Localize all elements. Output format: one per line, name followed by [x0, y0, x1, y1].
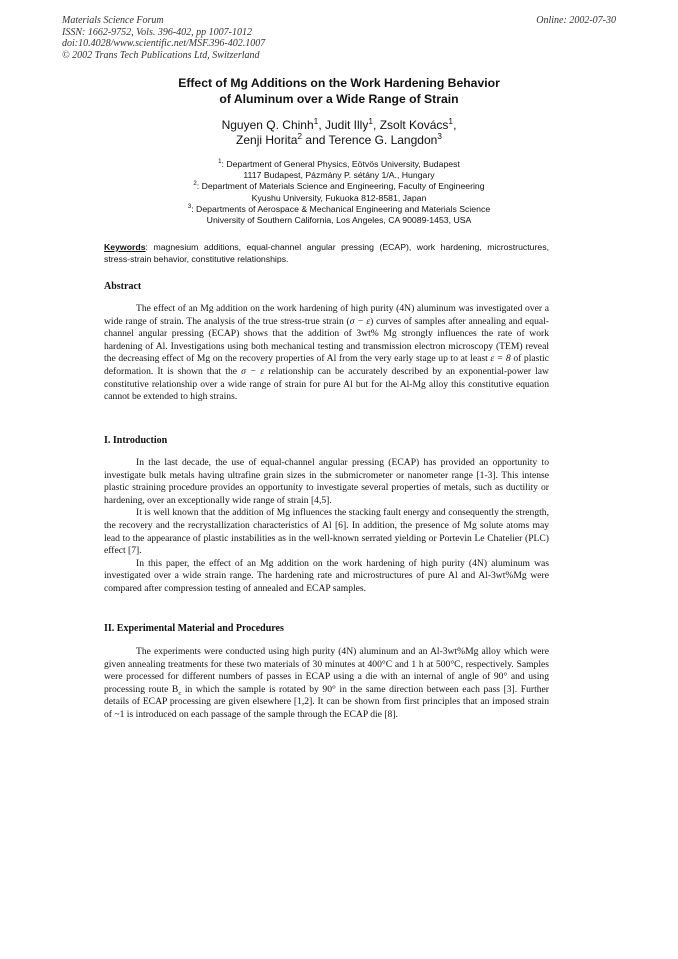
paragraph: It is well known that the addition of Mg influences the stacking fault energy and consequently the strength, the recovery and the recrystallization characteristics of Al [6]. In addition, the presence of Mg solute atoms may lead to the appearance of plastic instabilities as in the well-known serrated yielding or Portevin Le Chatelier (PLC) effect [7].	[104, 507, 549, 557]
math-expression: σ − ε	[349, 315, 371, 327]
math-expression: σ − ε	[241, 365, 265, 377]
paragraph: In the last decade, the use of equal-channel angular pressing (ECAP) has provided an opportunity to investigate bulk metals having ultrafine grain sizes in the submicrometer or nanometer range [1-3]. This intense plastic straining procedure provides an opportunity to investigate several properties of metals, such as ductility or hardening, over an exceptionally wide range of strain [4,5].	[104, 457, 549, 506]
affiliation-3-address: University of Southern California, Los Angeles, CA 90089-1453, USA	[206, 215, 472, 226]
author-name: Judit Illy	[324, 118, 369, 132]
affiliation-1-address: 1117 Budapest, Pázmány P. sétány 1/A., Hungary	[243, 170, 435, 181]
route-subscript: c	[178, 689, 182, 697]
affiliation-number: 1	[218, 158, 222, 166]
author-list	[104, 118, 574, 148]
author-affil-mark: 1	[313, 116, 319, 126]
paper-title	[104, 76, 574, 107]
title-line-2: of Aluminum over a Wide Range of Strain	[219, 91, 459, 106]
title-line-1: Effect of Mg Additions on the Work Hardening Behavior	[178, 76, 500, 90]
introduction-body	[104, 457, 549, 596]
author-affil-mark: 1	[448, 116, 454, 126]
keywords-label: Keywords	[104, 242, 146, 252]
math-expression: ε = 8	[490, 353, 511, 365]
author-affil-mark: 1	[368, 116, 374, 126]
affiliation-3: $^3$: Departments of Aerospace & Mechanical Engineering and Materials Science	[187, 202, 491, 214]
affiliations	[104, 159, 574, 226]
publication-header	[62, 15, 265, 61]
issn-line: ISSN: 1662-9752, Vols. 396-402, pp 1007-1012	[62, 26, 252, 38]
copyright-line: © 2002 Trans Tech Publications Ltd, Switzerland	[62, 49, 260, 61]
affiliation-number: 2	[193, 180, 197, 188]
keywords-text: magnesium additions, equal-channel angular pressing (ECAP), work hardening, microstructures, stress-strain behavior, constitutive relationships.	[104, 242, 549, 264]
affiliation-number: 3	[187, 202, 192, 210]
author-affil-mark: 3	[437, 131, 442, 141]
journal-name: Materials Science Forum	[62, 15, 164, 26]
author-name: Terence G. Langdon	[328, 133, 438, 147]
affiliation-2: $^2$: Department of Materials Science and Engineering, Faculty of Engineering	[193, 180, 485, 192]
abstract-body: The effect of an Mg addition on the work hardening of high purity (4N) aluminum was investigated over a wide range of strain. The analysis of the true stress-true strain (σ − ε) curves of samples after annealing and equal-channel angular pressing (ECAP) shows that the addition of 3wt% Mg strongly influences the rate of work hardening of Al. Investigations using both mechanical testing and transmission electron microscopy (TEM) reveal the decreasing effect of Mg on the recovery properties of Al from the very early stage up to at least ε = 8 of plastic deformation. It is shown that the σ − ε relationship can be accurately described by an exponential-power law constitutive relationship over a wide range of strain for pure Al but for the Al-Mg alloy this constitutive equation cannot be extended to high strains.	[104, 303, 549, 403]
keywords: Keywords: magnesium additions, equal-channel angular pressing (ECAP), work hardening, microstructures, stress-strain behavior, constitutive relationships.	[104, 242, 549, 264]
doi-line[interactable]: doi:10.4028/www.scientific.net/MSF.396-402.1007	[62, 38, 266, 49]
abstract-heading: Abstract	[104, 281, 142, 292]
experimental-body: The experiments were conducted using high purity (4N) aluminum and an Al-3wt%Mg alloy which were given annealing treatments for these two materials of 30 minutes at 400°C and 1 h at 500°C, respectively. Samples were processed for different numbers of passes in ECAP using a die with an internal of angle of 90° and using processing route $B_c$ in which the sample is rotated by 90° in the same direction between each pass [3]. Further details of ECAP processing are given elsewhere [1,2]. It can be shown from first principles that an imposed strain of ~1 is introduced on each passage of the sample through the ECAP die [8].	[104, 646, 549, 720]
author-name: Nguyen Q. Chinh	[221, 118, 314, 132]
paragraph: In this paper, the effect of an Mg addition on the work hardening of high purity (4N) aluminum was investigated over a wide strain range. The hardening rate and microstructures of pure Al and Al-3wt%Mg were compared after compression testing of annealed and ECAP samples.	[104, 557, 549, 594]
introduction-heading: I. Introduction	[104, 435, 168, 446]
author-name: Zenji Horita	[236, 133, 298, 147]
author-name: Zsolt Kovács	[379, 118, 449, 132]
experimental-heading: II. Experimental Material and Procedures	[104, 623, 284, 634]
affiliation-2-address: Kyushu University, Fukuoka 812-8581, Japan	[251, 192, 427, 203]
affiliation-1: $^1$: Department of General Physics, Eötvös University, Budapest	[218, 158, 460, 169]
author-line-1: Nguyen Q. Chinh$^1$, Judit Illy$^1$, Zsolt Kovács$^1$,	[221, 116, 457, 132]
author-affil-mark: 2	[297, 131, 303, 141]
author-conjunction: and	[305, 133, 326, 147]
author-line-2	[104, 133, 574, 148]
online-date: Online: 2002-07-30	[536, 15, 616, 26]
